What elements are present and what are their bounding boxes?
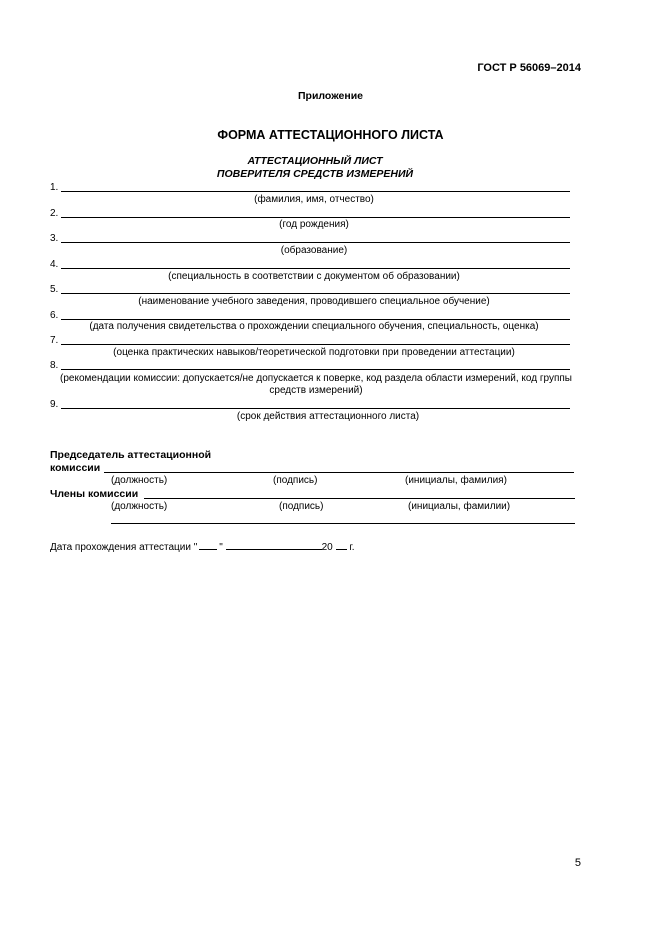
fill-line[interactable]: [61, 400, 570, 409]
field-number: 5.: [50, 284, 59, 295]
form-field-9[interactable]: [50, 398, 570, 410]
chair-signature-line[interactable]: [104, 472, 574, 473]
field-caption-7: (оценка практических навыков/теоретической подготовки при проведении аттестации): [113, 347, 515, 358]
members-caption-position: (должность): [111, 501, 168, 512]
page-number: 5: [574, 857, 581, 869]
fill-line[interactable]: [61, 336, 570, 345]
field-number: 8.: [50, 360, 59, 371]
form-field-7[interactable]: [50, 334, 570, 346]
chair-caption-position: (должность): [111, 475, 168, 486]
field-number: 1.: [50, 182, 59, 193]
fill-line[interactable]: [61, 183, 570, 192]
fill-line[interactable]: [61, 361, 570, 370]
field-number: 6.: [50, 310, 59, 321]
day-blank[interactable]: [199, 540, 217, 550]
field-caption-6: (дата получения свидетельства о прохождении специального обучения, специальность, оценка): [89, 321, 539, 332]
form-field-5[interactable]: [50, 283, 570, 295]
field-caption-8: (рекомендации комиссии: допускается/не допускается к поверке, код раздела области измерений, код группы средств измерений): [60, 373, 572, 396]
field-number: 7.: [50, 335, 59, 346]
form-field-2[interactable]: [50, 207, 570, 219]
form-title: ФОРМА АТТЕСТАЦИОННОГО ЛИСТА: [217, 128, 444, 142]
month-blank[interactable]: [226, 540, 322, 550]
form-field-6[interactable]: [50, 309, 570, 321]
members-label: Члены комиссии: [50, 488, 139, 500]
fill-line[interactable]: [61, 234, 570, 243]
field-caption-4: (специальность в соответствии с документом об образовании): [168, 271, 460, 282]
chair-label-line-1: Председатель аттестационной: [50, 449, 212, 461]
form-field-3[interactable]: [50, 232, 570, 244]
members-signature-line[interactable]: [144, 498, 575, 499]
members-caption-signature: (подпись): [279, 501, 324, 512]
form-field-4[interactable]: [50, 258, 570, 270]
field-caption-3: (образование): [280, 245, 348, 256]
date-prefix: Дата прохождения аттестации ": [50, 542, 198, 553]
members-caption-name: (инициалы, фамилии): [408, 501, 511, 512]
chair-caption-signature: (подпись): [273, 475, 318, 486]
field-number: 3.: [50, 233, 59, 244]
year-blank[interactable]: [336, 540, 347, 550]
date-quote: ": [219, 542, 223, 553]
members-extra-line[interactable]: [111, 523, 575, 524]
field-number: 2.: [50, 208, 59, 219]
fill-line[interactable]: [61, 260, 570, 269]
fill-line[interactable]: [61, 311, 570, 320]
field-caption-9: (срок действия аттестационного листа): [236, 411, 420, 422]
field-caption-1: (фамилия, имя, отчество): [254, 194, 374, 205]
fill-line[interactable]: [61, 285, 570, 294]
attestation-date-line: [50, 540, 355, 553]
chair-label-line-2: комиссии: [50, 462, 101, 474]
sheet-title-line-1: АТТЕСТАЦИОННЫЙ ЛИСТ: [247, 155, 383, 167]
standard-number: ГОСТ Р 56069–2014: [477, 62, 581, 74]
form-field-1[interactable]: [50, 181, 570, 193]
field-caption-2: (год рождения): [279, 219, 349, 230]
chair-caption-name: (инициалы, фамилия): [405, 475, 507, 486]
field-number: 9.: [50, 399, 59, 410]
year-suffix: г.: [349, 542, 355, 553]
field-caption-5: (наименование учебного заведения, проводившего специальное обучение): [138, 296, 490, 307]
sheet-title-line-2: ПОВЕРИТЕЛЯ СРЕДСТВ ИЗМЕРЕНИЙ: [216, 168, 414, 180]
field-number: 4.: [50, 259, 59, 270]
form-field-8[interactable]: [50, 359, 570, 371]
fill-line[interactable]: [61, 209, 570, 218]
annex-label: Приложение: [297, 90, 363, 102]
year-prefix: 20: [321, 542, 333, 553]
